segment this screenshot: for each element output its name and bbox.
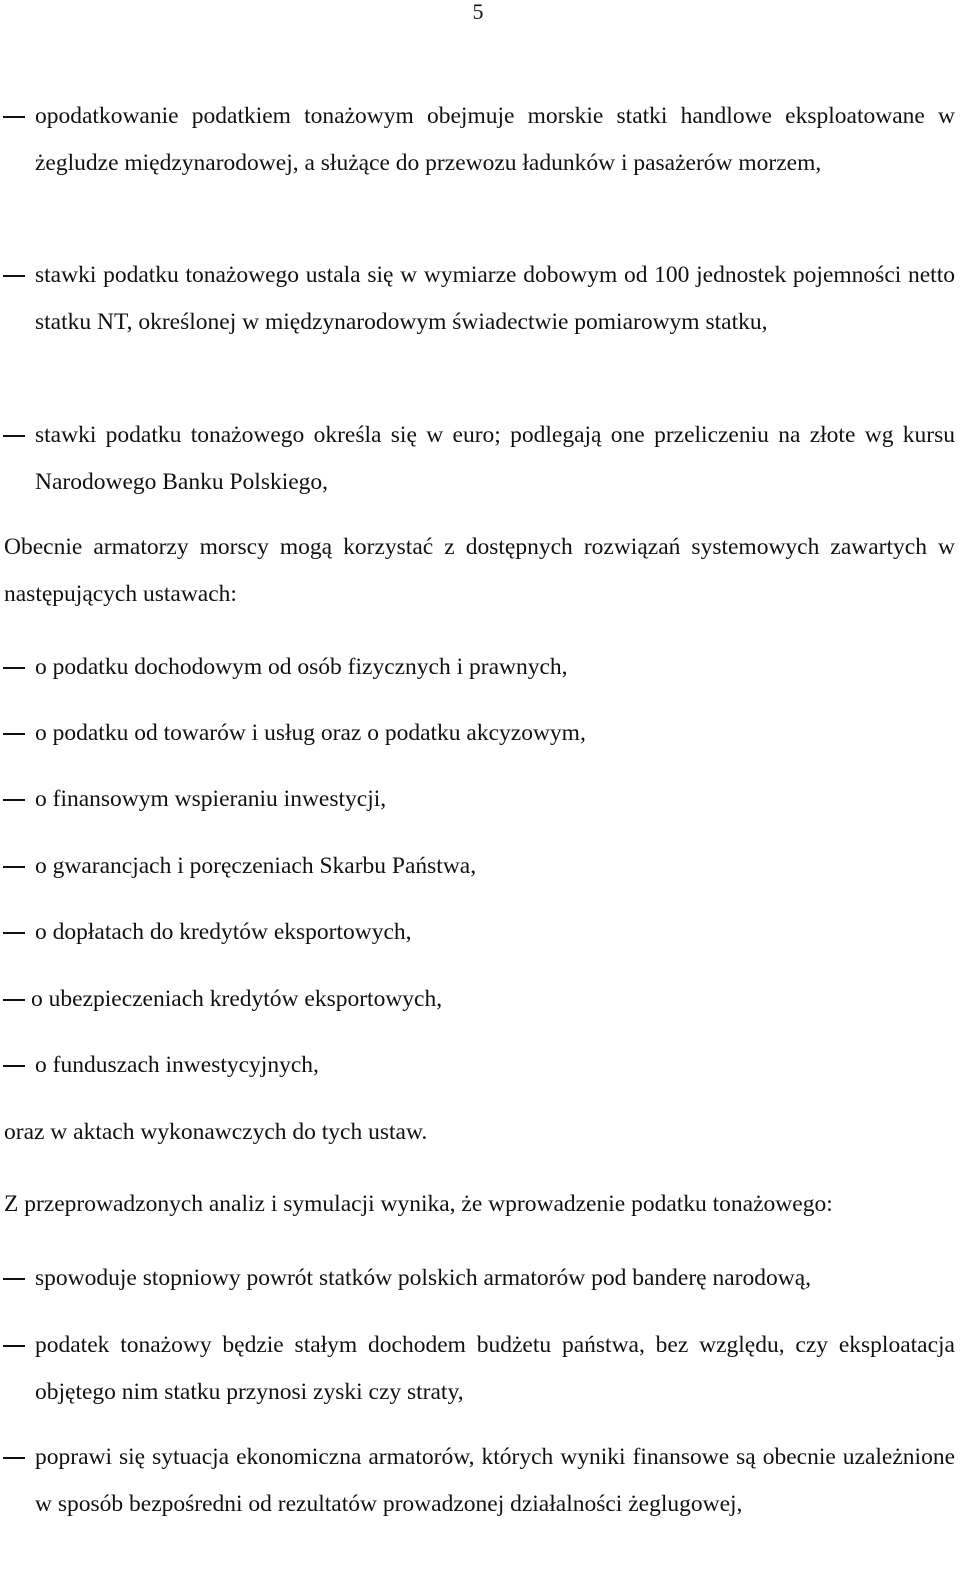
- closing-line: oraz w aktach wykonawczych do tych ustaw.: [4, 1119, 428, 1145]
- list-item-text: o gwarancjach i poręczeniach Skarbu Państwa,: [35, 853, 477, 879]
- dash-bullet: [3, 1345, 25, 1347]
- page-number: 5: [472, 0, 484, 24]
- list-item-text: poprawi się sytuacja ekonomiczna armatorów, których wyniki finansowe są obecnie uzależnione w sposób bezpośredni od rezultatów prowadzonej działalności żeglugowej,: [35, 1444, 955, 1517]
- dash-bullet: [3, 435, 25, 437]
- intro-paragraph: Obecnie armatorzy morscy mogą korzystać z dostępnych rozwiązań systemowych zawartych w następujących ustawach:: [4, 534, 955, 607]
- analysis-paragraph: Z przeprowadzonych analiz i symulacji wynika, że wprowadzenie podatku tonażowego:: [4, 1191, 833, 1217]
- list-item: [0, 1255, 955, 1302]
- list-item-text: stawki podatku tonażowego określa się w euro; podlegają one przeliczeniu na złote wg kursu Narodowego Banku Polskiego,: [35, 422, 955, 495]
- list-item: [0, 710, 955, 757]
- list-item: [0, 909, 955, 956]
- list-item-text: opodatkowanie podatkiem tonażowym obejmuje morskie statki handlowe eksploatowane w żegludze międzynarodowej, a służące do przewozu ładunków i pasażerów morzem,: [35, 103, 955, 176]
- list-item-text: o funduszach inwestycyjnych,: [35, 1052, 319, 1078]
- list-item: [0, 93, 955, 186]
- list-item-text: podatek tonażowy będzie stałym dochodem budżetu państwa, bez względu, czy eksploatacja objętego nim statku przynosi zyski czy straty,: [35, 1332, 955, 1405]
- list-item: [0, 1042, 955, 1089]
- dash-bullet: [3, 116, 25, 118]
- dash-bullet: [3, 667, 25, 669]
- list-item-text: o finansowym wspieraniu inwestycji,: [35, 786, 387, 812]
- dash-bullet: [3, 866, 25, 868]
- dash-bullet: [3, 733, 25, 735]
- list-item: [0, 1434, 955, 1527]
- list-item-text: spowoduje stopniowy powrót statków polskich armatorów pod banderę narodową,: [35, 1265, 812, 1291]
- list-item-text: stawki podatku tonażowego ustala się w wymiarze dobowym od 100 jednostek pojemności netto statku NT, określonej w międzynarodowym świadectwie pomiarowym statku,: [35, 262, 955, 335]
- dash-bullet: [3, 932, 25, 934]
- list-item: [0, 412, 955, 505]
- dash-bullet: [3, 1065, 25, 1067]
- list-item: [0, 1322, 955, 1415]
- dash-bullet: [3, 275, 25, 277]
- list-item-text: o ubezpieczeniach kredytów eksportowych,: [31, 986, 443, 1012]
- list-item: [0, 776, 955, 823]
- list-item: [0, 252, 955, 345]
- list-item-text: o podatku dochodowym od osób fizycznych i prawnych,: [35, 654, 568, 680]
- dash-bullet: [3, 1278, 25, 1280]
- list-item: [0, 644, 955, 691]
- list-item-text: o podatku od towarów i usług oraz o podatku akcyzowym,: [35, 720, 586, 746]
- list-item-text: o dopłatach do kredytów eksportowych,: [35, 919, 412, 945]
- list-item: [0, 976, 955, 1023]
- list-item: [0, 843, 955, 890]
- dash-bullet: [3, 999, 25, 1001]
- dash-bullet: [3, 799, 25, 801]
- dash-bullet: [3, 1457, 25, 1459]
